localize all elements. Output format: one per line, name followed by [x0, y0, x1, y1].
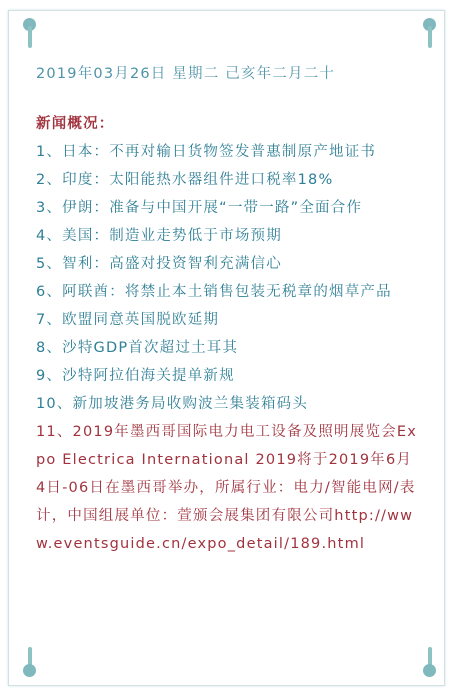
pin-icon-bottom-right: [423, 647, 437, 677]
news-item-9: 9、沙特阿拉伯海关提单新规: [36, 368, 235, 384]
news-item-10: 10、新加坡港务局收购波兰集装箱码头: [36, 396, 309, 412]
pin-icon-bottom-left: [23, 647, 37, 677]
news-item-1: 1、日本：不再对输日货物签发普惠制原产地证书: [36, 144, 377, 160]
news-item-8: 8、沙特GDP首次超过土耳其: [36, 340, 239, 356]
date-line: 2019年03月26日 星期二 己亥年二月二十: [36, 66, 336, 82]
news-item-2: 2、印度：太阳能热水器组件进口税率18%: [36, 172, 334, 188]
news-item-6: 6、阿联酋：将禁止本土销售包装无税章的烟草产品: [36, 284, 392, 300]
pin-icon-top-right: [423, 18, 437, 48]
news-content: [36, 60, 420, 558]
news-item-3: 3、伊朗：准备与中国开展“一带一路”全面合作: [36, 200, 363, 216]
section-heading: 新闻概况：: [36, 116, 115, 132]
news-item-5: 5、智利：高盛对投资智利充满信心: [36, 256, 282, 272]
news-item-11-expo: 11、2019年墨西哥国际电力电工设备及照明展览会Expo Electrica International 2019将于2019年6月4日-06日在墨西哥举办，所属行业：电力/智能电网/表计，中国组展单位：萱颁会展集团有限公司http://www.eventsguide.cn/expo_detail/189.html: [36, 424, 417, 552]
pin-icon-top-left: [23, 18, 37, 48]
news-item-4: 4、美国：制造业走势低于市场预期: [36, 228, 282, 244]
news-list: [36, 138, 420, 558]
news-item-7: 7、欧盟同意英国脱欧延期: [36, 312, 220, 328]
